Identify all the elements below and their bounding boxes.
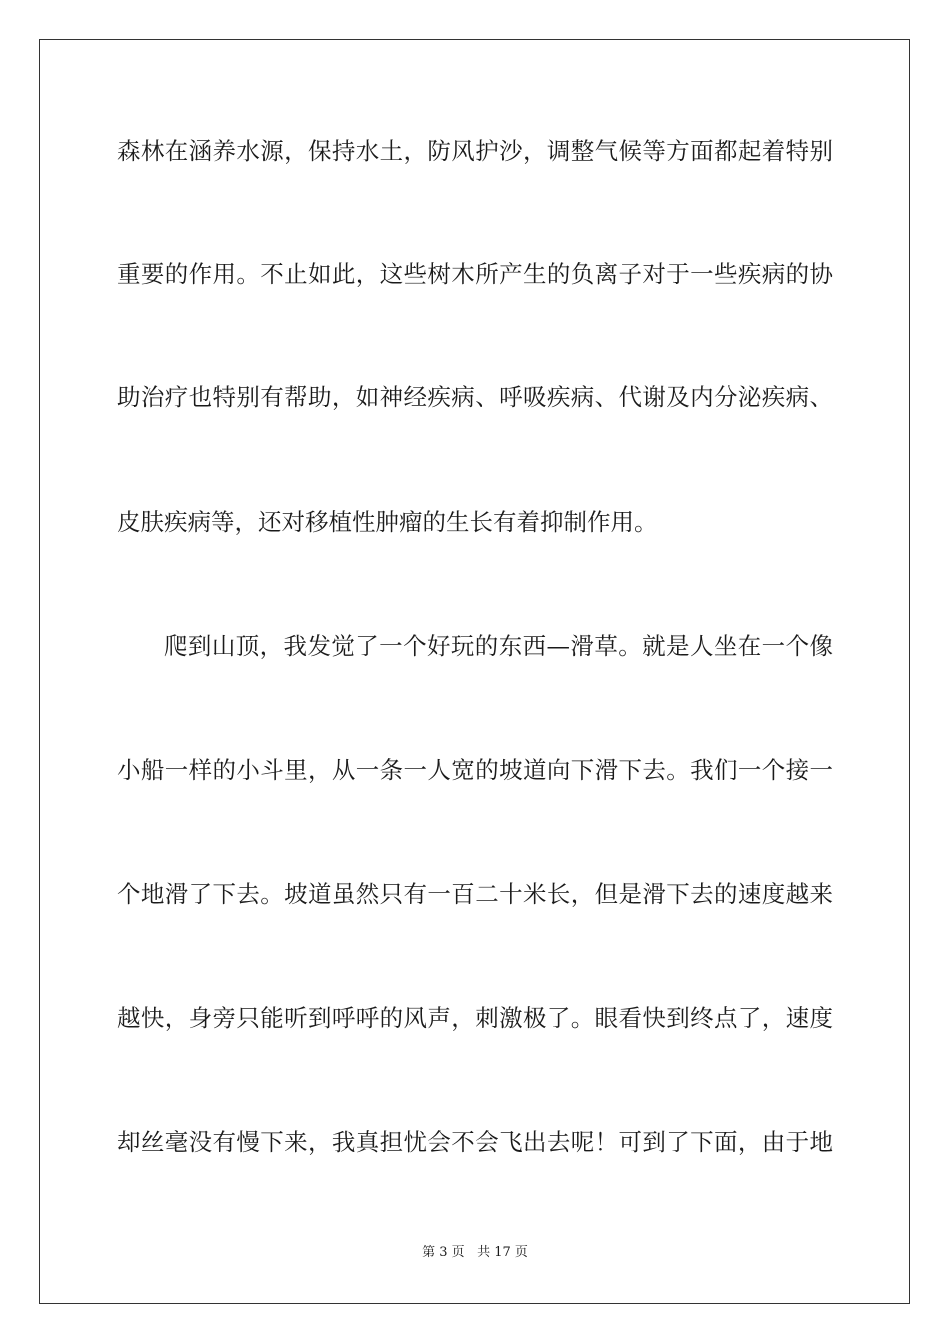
text-line: 重要的作用。不止如此，这些树木所产生的负离子对于一些疾病的协 bbox=[117, 260, 833, 288]
text-line: 皮肤疾病等，还对移植性肿瘤的生长有着抑制作用。 bbox=[117, 508, 658, 536]
text-line: 助治疗也特别有帮助，如神经疾病、呼吸疾病、代谢及内分泌疾病、 bbox=[117, 383, 833, 411]
page-border bbox=[39, 39, 910, 1304]
page-total: 共 17 页 bbox=[477, 1245, 528, 1260]
page-footer bbox=[0, 1244, 950, 1262]
text-line: 越快，身旁只能听到呼呼的风声，刺激极了。眼看快到终点了，速度 bbox=[117, 1004, 833, 1032]
text-line: 爬到山顶，我发觉了一个好玩的东西—滑草。就是人坐在一个像 bbox=[164, 632, 833, 660]
text-line: 个地滑了下去。坡道虽然只有一百二十米长，但是滑下去的速度越来 bbox=[117, 880, 833, 908]
text-line: 小船一样的小斗里，从一条一人宽的坡道向下滑下去。我们一个接一 bbox=[117, 756, 833, 784]
text-line: 森林在涵养水源，保持水土，防风护沙，调整气候等方面都起着特别 bbox=[117, 137, 833, 165]
page-number: 第 3 页 bbox=[422, 1245, 465, 1260]
text-line: 却丝毫没有慢下来，我真担忧会不会飞出去呢！可到了下面，由于地 bbox=[117, 1128, 833, 1156]
